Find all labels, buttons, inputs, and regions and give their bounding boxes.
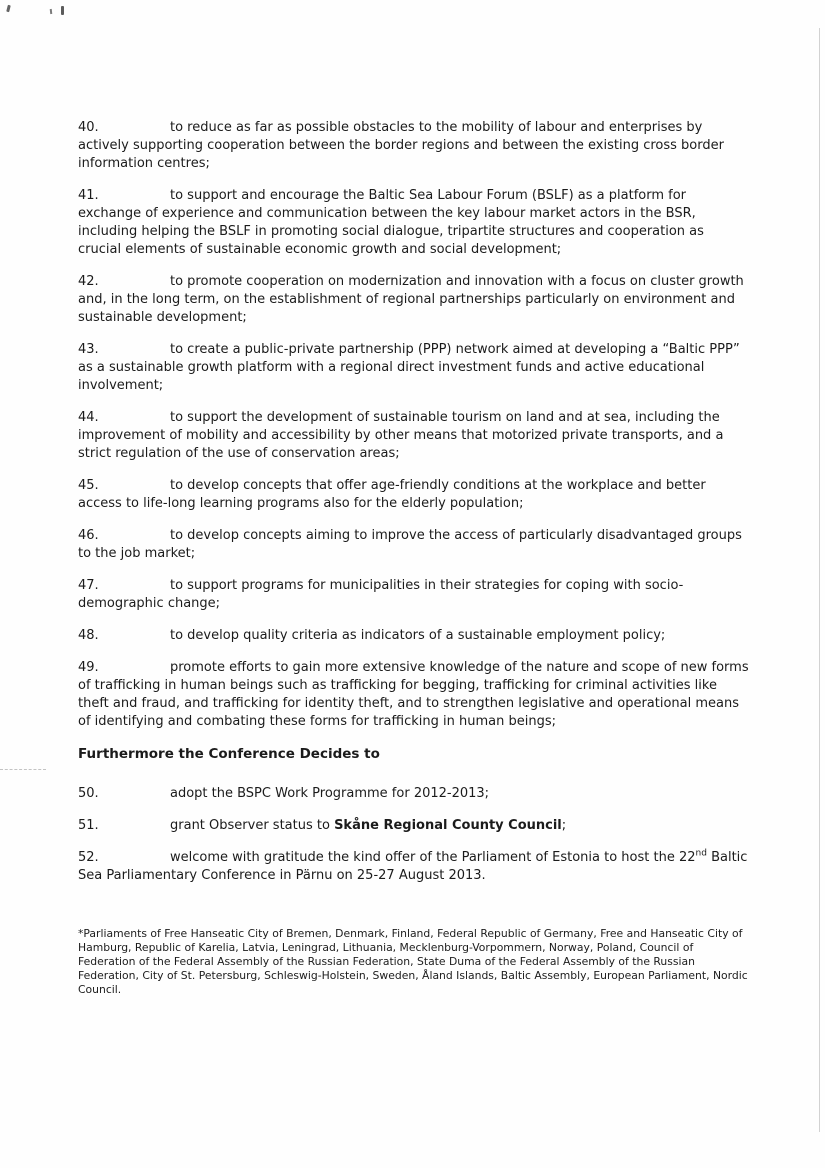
scan-dashed-line-artifact: [0, 769, 46, 770]
item-number: 41.: [78, 188, 99, 203]
item-text: to promote cooperation on modernization and innovation with a focus on cluster growth and, in the long term, on the establishment of regional partnerships particularly on environment and sustainable development;: [78, 274, 744, 325]
item-number: 46.: [78, 528, 99, 543]
item-number: 43.: [78, 342, 99, 357]
item-text: to support programs for municipalities in their strategies for coping with socio-demographic change;: [78, 578, 684, 611]
item-text: to support the development of sustainable tourism on land and at sea, including the improvement of mobility and accessibility by other means that motorized private transports, and a strict regulation of the use of conservation areas;: [78, 410, 724, 461]
resolution-item-45: [78, 477, 749, 513]
item-number: 50.: [78, 786, 99, 801]
scan-edge-line-artifact: [819, 28, 820, 1132]
decision-item-51: [78, 817, 749, 835]
resolution-item-49: [78, 659, 749, 731]
resolution-item-43: [78, 341, 749, 395]
resolution-item-47: [78, 577, 749, 613]
resolution-item-44: [78, 409, 749, 463]
item-text: Baltic Sea Parliamentary Conference in Pärnu on 25-27 August 2013.: [78, 850, 748, 883]
item-text: to create a public-private partnership (PPP) network aimed at developing a “Baltic PPP” as a sustainable growth platform with a regional direct investment funds and active educational involvement;: [78, 342, 740, 393]
item-text: to develop concepts that offer age-friendly conditions at the workplace and better access to life-long learning programs also for the elderly population;: [78, 478, 706, 511]
resolution-item-42: [78, 273, 749, 327]
item-text: to reduce as far as possible obstacles to the mobility of labour and enterprises by actively supporting cooperation between the border regions and between the existing cross border information centres;: [78, 120, 724, 171]
section-heading: Furthermore the Conference Decides to: [78, 746, 380, 762]
item-number: 47.: [78, 578, 99, 593]
item-number: 51.: [78, 818, 99, 833]
item-text: to develop concepts aiming to improve the access of particularly disadvantaged groups to the job market;: [78, 528, 742, 561]
document-content: [78, 119, 749, 997]
scan-speck-artifact: [50, 9, 53, 14]
item-number: 44.: [78, 410, 99, 425]
decision-item-50: [78, 785, 749, 803]
item-text: welcome with gratitude the kind offer of the Parliament of Estonia to host the 22: [170, 850, 696, 865]
decision-item-52: [78, 849, 749, 885]
item-text-suffix: ;: [561, 818, 567, 833]
item-number: 48.: [78, 628, 99, 643]
item-number: 42.: [78, 274, 99, 289]
ordinal-superscript: nd: [695, 848, 707, 859]
item-text: adopt the BSPC Work Programme for 2012-2013;: [170, 786, 490, 801]
item-text: promote efforts to gain more extensive knowledge of the nature and scope of new forms of trafficking in human beings such as trafficking for begging, trafficking for criminal activities like theft and fraud, and trafficking for identity theft, and to strengthen legislative and operational means of identifying and combating these forms for trafficking in human beings;: [78, 660, 749, 729]
item-text: to develop quality criteria as indicators of a sustainable employment policy;: [170, 628, 666, 643]
resolution-item-40: [78, 119, 749, 173]
scan-speck-artifact: [61, 6, 64, 15]
resolution-item-48: [78, 627, 749, 645]
item-number: 40.: [78, 120, 99, 135]
footnote: *Parliaments of Free Hanseatic City of Bremen, Denmark, Finland, Federal Republic of Germany, Free and Hanseatic City of Hamburg, Republic of Karelia, Latvia, Leningrad, Lithuania, Mecklenburg-Vorpommern, Norway, Poland, Council of Federation of the Federal Assembly of the Russian Federation, State Duma of the Federal Assembly of the Russian Federation, City of St. Petersburg, Schleswig-Holstein, Sweden, Åland Islands, Baltic Assembly, European Parliament, Nordic Council.: [78, 927, 748, 996]
item-number: 52.: [78, 850, 99, 865]
item-text-bold: Skåne Regional County Council: [334, 818, 562, 833]
item-number: 45.: [78, 478, 99, 493]
item-text-prefix: grant Observer status to: [170, 818, 335, 833]
scan-speck-artifact: [6, 5, 11, 13]
item-number: 49.: [78, 660, 99, 675]
resolution-item-41: [78, 187, 749, 259]
item-text: to support and encourage the Baltic Sea Labour Forum (BSLF) as a platform for exchange of experience and communication between the key labour market actors in the BSR, including helping the BSLF in promoting social dialogue, tripartite structures and cooperation as crucial elements of sustainable economic growth and social development;: [78, 188, 704, 257]
resolution-item-46: [78, 527, 749, 563]
